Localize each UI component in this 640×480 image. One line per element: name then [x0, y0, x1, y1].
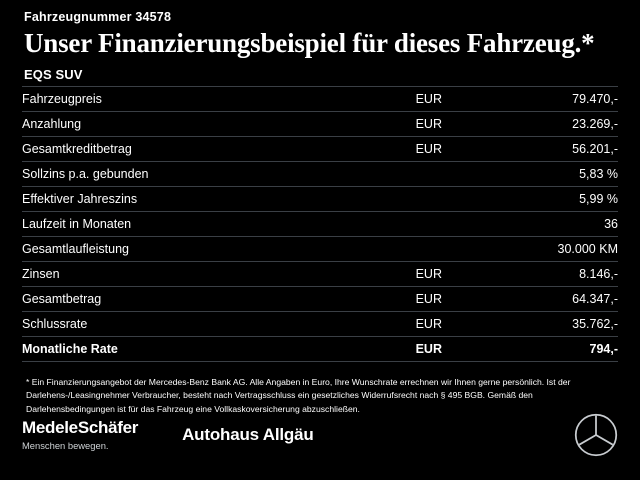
- row-currency: EUR: [352, 287, 442, 312]
- table-row: [22, 187, 618, 212]
- row-currency: EUR: [352, 137, 442, 162]
- total-value: 794,-: [442, 337, 618, 362]
- row-label: Fahrzeugpreis: [22, 87, 352, 112]
- dealer-claim: Menschen bewegen.: [22, 439, 109, 451]
- row-label: Gesamtlaufleistung: [22, 237, 352, 262]
- table-row: [22, 162, 618, 187]
- row-currency: EUR: [352, 312, 442, 337]
- row-currency: [352, 162, 442, 187]
- row-currency: EUR: [352, 87, 442, 112]
- finance-table: [22, 86, 618, 362]
- row-value: 35.762,-: [442, 312, 618, 337]
- row-label: Laufzeit in Monaten: [22, 212, 352, 237]
- dealer-logo-secondary: [182, 426, 313, 444]
- row-value: 8.146,-: [442, 262, 618, 287]
- table-row: [22, 212, 618, 237]
- row-currency: [352, 187, 442, 212]
- row-label: Schlussrate: [22, 312, 352, 337]
- vehicle-model: EQS SUV: [24, 67, 83, 82]
- table-row: [22, 87, 618, 112]
- table-row: [22, 287, 618, 312]
- row-value: 56.201,-: [442, 137, 618, 162]
- table-row: [22, 312, 618, 337]
- table-row: [22, 112, 618, 137]
- table-row: [22, 262, 618, 287]
- row-label: Sollzins p.a. gebunden: [22, 162, 352, 187]
- table-row: [22, 137, 618, 162]
- footnote: * Ein Finanzierungsangebot der Mercedes-Benz Bank AG. Alle Angaben in Euro, Ihre Wunschrate errechnen wir Ihnen gerne persönlich. Ist der Darlehens-/Leasingnehmer Verbraucher, besteht nach Vertragsschluss ein gesetzliches Widerrufsrecht nach § 495 BGB. Gemäß den Darlehensbedingungen ist für das Fahrzeug eine Vollkaskoversicherung abzuschließen.: [26, 377, 571, 414]
- total-label: Monatliche Rate: [22, 337, 352, 362]
- row-label: Gesamtkreditbetrag: [22, 137, 352, 162]
- row-value: 79.470,-: [442, 87, 618, 112]
- row-label: Anzahlung: [22, 112, 352, 137]
- vehicle-number: Fahrzeugnummer 34578: [24, 10, 172, 24]
- dealer-name-secondary: Autohaus Allgäu: [182, 425, 314, 445]
- brand-bar: [22, 412, 618, 458]
- row-value: 36: [442, 212, 618, 237]
- row-label: Zinsen: [22, 262, 352, 287]
- row-value: 64.347,-: [442, 287, 618, 312]
- row-currency: EUR: [352, 262, 442, 287]
- table-row: [22, 237, 618, 262]
- row-value: 5,83 %: [442, 162, 618, 187]
- row-label: Effektiver Jahreszins: [22, 187, 352, 212]
- row-currency: [352, 212, 442, 237]
- dealer-name-primary: MedeleSchäfer: [22, 418, 139, 438]
- row-value: 23.269,-: [442, 112, 618, 137]
- dealer-logo-primary: [22, 419, 138, 451]
- row-label: Gesamtbetrag: [22, 287, 352, 312]
- table-row-total: [22, 337, 618, 362]
- row-value: 5,99 %: [442, 187, 618, 212]
- row-value: 30.000 KM: [442, 237, 618, 262]
- mercedes-star-icon: [574, 413, 618, 457]
- total-currency: EUR: [352, 337, 442, 362]
- row-currency: [352, 237, 442, 262]
- page-title: Unser Finanzierungsbeispiel für dieses Fahrzeug.*: [24, 28, 595, 58]
- row-currency: EUR: [352, 112, 442, 137]
